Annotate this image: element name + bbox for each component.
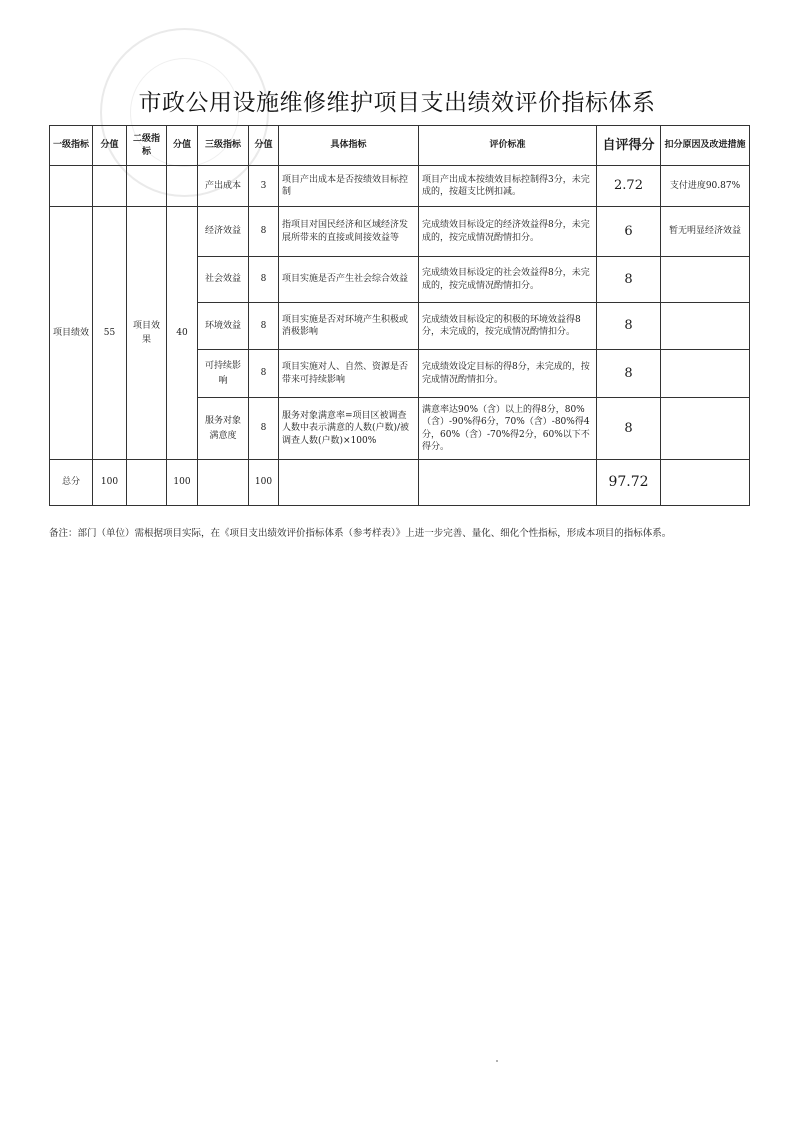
empty-cell (279, 460, 419, 506)
self-score-cell: 2.72 (597, 166, 661, 207)
standard-cell: 项目产出成本按绩效目标控制得3分，未完成的，按超支比例扣减。 (419, 166, 597, 207)
level1-merged-cell: 项目绩效 (50, 207, 93, 460)
header-row (50, 126, 750, 166)
deduction-cell (661, 398, 750, 460)
deduction-cell (661, 257, 750, 303)
page-title: 市政公用设施维修维护项目支出绩效评价指标体系 (138, 90, 656, 116)
indicator-cell: 项目产出成本是否按绩效目标控制 (279, 166, 419, 207)
level3-cell: 产出成本 (198, 166, 249, 207)
scan-speck (496, 1060, 498, 1062)
header-self-score: 自评得分 (597, 126, 661, 166)
self-score-cell: 8 (597, 350, 661, 398)
deduction-cell (661, 303, 750, 350)
header-standard: 评价标准 (419, 126, 597, 166)
level3-cell: 社会效益 (198, 257, 249, 303)
header-score3: 分值 (249, 126, 279, 166)
empty-cell (127, 460, 167, 506)
total-score2: 100 (167, 460, 198, 506)
empty-cell (419, 460, 597, 506)
level2-merged-cell: 项目效果 (127, 207, 167, 460)
header-indicator: 具体指标 (279, 126, 419, 166)
indicator-cell: 指项目对国民经济和区域经济发展所带来的直接或间接效益等 (279, 207, 419, 257)
self-score-cell: 8 (597, 303, 661, 350)
self-score-cell: 8 (597, 257, 661, 303)
indicator-cell: 项目实施是否产生社会综合效益 (279, 257, 419, 303)
score3-cell: 3 (249, 166, 279, 207)
total-self-score: 97.72 (597, 460, 661, 506)
standard-cell: 满意率达90%（含）以上的得8分，80%（含）-90%得6分，70%（含）-80%得4分，60%（含）-70%得2分，60%以下不得分。 (419, 398, 597, 460)
header-deduction: 扣分原因及改进措施 (661, 126, 750, 166)
deduction-cell: 暂无明显经济效益 (661, 207, 750, 257)
self-score-cell: 6 (597, 207, 661, 257)
score2-merged-cell: 40 (167, 207, 198, 460)
total-row (50, 460, 750, 506)
indicator-cell: 项目实施是否对环境产生积极或消极影响 (279, 303, 419, 350)
score3-cell: 8 (249, 398, 279, 460)
score1-merged-cell: 55 (93, 207, 127, 460)
header-level1: 一级指标 (50, 126, 93, 166)
standard-cell: 完成绩效目标设定的积极的环境效益得8分，未完成的，按完成情况酌情扣分。 (419, 303, 597, 350)
empty-cell (50, 166, 93, 207)
level3-cell: 可持续影响 (198, 350, 249, 398)
total-score1: 100 (93, 460, 127, 506)
header-level3: 三级指标 (198, 126, 249, 166)
table-row (50, 166, 750, 207)
self-score-cell: 8 (597, 398, 661, 460)
empty-cell (127, 166, 167, 207)
footnote: 备注：部门（单位）需根据项目实际，在《项目支出绩效评价指标体系（参考样表）》上进一步完善、量化、细化个性指标，形成本项目的指标体系。 (49, 528, 672, 539)
standard-cell: 完成绩效目标设定的社会效益得8分，未完成的，按完成情况酌情扣分。 (419, 257, 597, 303)
level3-cell: 服务对象满意度 (198, 398, 249, 460)
indicator-cell: 项目实施对人、自然、资源是否带来可持续影响 (279, 350, 419, 398)
total-label: 总分 (50, 460, 93, 506)
header-level2: 二级指标 (127, 126, 167, 166)
score3-cell: 8 (249, 350, 279, 398)
table-row (50, 207, 750, 257)
total-score3: 100 (249, 460, 279, 506)
indicator-cell: 服务对象满意率=项目区被调查人数中表示满意的人数(户数)/被调查人数(户数)×100% (279, 398, 419, 460)
header-score2: 分值 (167, 126, 198, 166)
indicator-table (49, 125, 750, 506)
empty-cell (661, 460, 750, 506)
standard-cell: 完成绩效目标设定的经济效益得8分，未完成的，按完成情况酌情扣分。 (419, 207, 597, 257)
level3-cell: 环境效益 (198, 303, 249, 350)
score3-cell: 8 (249, 257, 279, 303)
header-score1: 分值 (93, 126, 127, 166)
standard-cell: 完成绩效设定目标的得8分，未完成的，按完成情况酌情扣分。 (419, 350, 597, 398)
empty-cell (167, 166, 198, 207)
level3-cell: 经济效益 (198, 207, 249, 257)
empty-cell (198, 460, 249, 506)
score3-cell: 8 (249, 303, 279, 350)
deduction-cell: 支付进度90.87% (661, 166, 750, 207)
score3-cell: 8 (249, 207, 279, 257)
deduction-cell (661, 350, 750, 398)
empty-cell (93, 166, 127, 207)
